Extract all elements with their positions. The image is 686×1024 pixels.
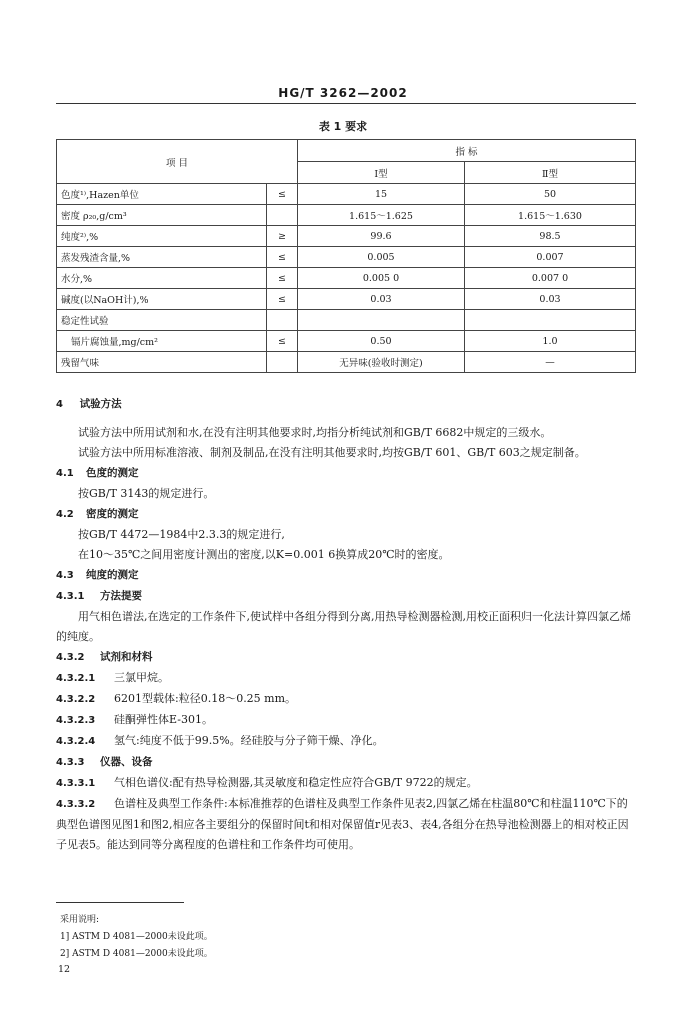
- item-number: 4.3.3.1: [56, 778, 96, 789]
- footnote-label: 采用说明:: [60, 915, 100, 925]
- row-value-type2: 98.5: [465, 226, 636, 247]
- section-heading: [56, 752, 638, 773]
- table-row: [57, 205, 636, 226]
- table-row: [57, 226, 636, 247]
- table-row: [57, 352, 636, 373]
- row-value-type2: 0.007 0: [465, 268, 636, 289]
- row-value-type1: 0.50: [298, 331, 465, 352]
- col-header-index: 指 标: [298, 140, 636, 162]
- list-item: [56, 794, 638, 855]
- paragraph: 试验方法中所用标准溶液、制剂及制品,在没有注明其他要求时,均按GB/T 601、GB/T 603之规定制备。: [78, 446, 586, 459]
- paragraph: 试验方法中所用试剂和水,在没有注明其他要求时,均指分析纯试剂和GB/T 6682中规定的三级水。: [78, 426, 552, 439]
- row-value-type2: —: [465, 352, 636, 373]
- section-title: 色度的测定: [86, 467, 139, 479]
- list-item: [56, 668, 638, 689]
- table-row: [57, 289, 636, 310]
- table-row: [57, 310, 636, 331]
- row-operator: ≤: [267, 247, 298, 268]
- section-heading: [56, 565, 638, 586]
- page-number: 12: [58, 964, 71, 975]
- col-header-type1: Ⅰ型: [298, 162, 465, 184]
- item-text: 色谱柱及典型工作条件:本标准推荐的色谱柱及典型工作条件见表2,四氯乙烯在柱温80℃和柱温110℃下的典型色谱图见图1和图2,相应各主要组分的保留时间t和相对保留值r见表3、表4,各组分在热导池检测器上的相对校正因子见表5。能达到同等分离程度的色谱柱和工作条件均可使用。: [56, 797, 629, 851]
- table-row: [57, 331, 636, 352]
- section-number: 4.2: [56, 509, 74, 520]
- col-header-item: 项 目: [57, 140, 298, 184]
- row-value-type1: 无异味(验收时测定): [298, 352, 465, 373]
- row-value-type1: 99.6: [298, 226, 465, 247]
- paragraph: 在10～35℃之间用密度计测出的密度,以K=0.001 6换算成20℃时的密度。: [78, 548, 450, 561]
- paragraph: 按GB/T 3143的规定进行。: [78, 487, 215, 500]
- row-value-type2: 0.007: [465, 247, 636, 268]
- header-rule: [56, 103, 636, 104]
- requirements-table: [56, 139, 636, 373]
- section-number: 4.3.1: [56, 591, 85, 602]
- section-number: 4.3.3: [56, 757, 85, 768]
- section-title: 密度的测定: [86, 508, 139, 520]
- section-title: 试验方法: [79, 398, 122, 410]
- section-number: 4.3: [56, 570, 74, 581]
- section-number: 4.1: [56, 468, 74, 479]
- row-item: 残留气味: [57, 352, 267, 373]
- row-value-type2: 50: [465, 184, 636, 205]
- section-heading: [56, 463, 638, 484]
- section-heading: [56, 647, 638, 668]
- table-row: [57, 247, 636, 268]
- row-operator: [267, 352, 298, 373]
- section-title: 仪器、设备: [100, 756, 153, 768]
- row-item: 纯度²⁾,%: [57, 226, 267, 247]
- item-number: 4.3.3.2: [56, 799, 96, 810]
- row-value-type2: 1.0: [465, 331, 636, 352]
- row-operator: ≥: [267, 226, 298, 247]
- section-number: 4: [56, 399, 63, 410]
- item-text: 6201型载体:粒径0.18～0.25 mm。: [114, 692, 297, 705]
- row-value-type2: 1.615～1.630: [465, 205, 636, 226]
- row-item: 稳定性试验: [57, 310, 267, 331]
- list-item: [56, 731, 638, 752]
- row-value-type1: 15: [298, 184, 465, 205]
- row-item: 色度¹⁾,Hazen单位: [57, 184, 267, 205]
- row-item: 镉片腐蚀量,mg/cm²: [57, 331, 267, 352]
- row-operator: ≤: [267, 289, 298, 310]
- section-heading: [56, 394, 638, 415]
- row-operator: [267, 205, 298, 226]
- section-title: 试剂和材料: [100, 651, 153, 663]
- row-operator: ≤: [267, 184, 298, 205]
- item-number: 4.3.2.2: [56, 694, 96, 705]
- row-operator: ≤: [267, 268, 298, 289]
- row-item: 密度 ρ₂₀,g/cm³: [57, 205, 267, 226]
- item-number: 4.3.2.3: [56, 715, 96, 726]
- list-item: [56, 710, 638, 731]
- footnote-rule: [56, 902, 184, 903]
- footnote: 2] ASTM D 4081—2000未设此项。: [60, 949, 213, 959]
- item-text: 三氯甲烷。: [114, 671, 169, 684]
- table-row: [57, 184, 636, 205]
- row-operator: [267, 310, 298, 331]
- item-number: 4.3.2.4: [56, 736, 96, 747]
- row-value-type2: 0.03: [465, 289, 636, 310]
- section-heading: [56, 504, 638, 525]
- footnotes: [60, 912, 213, 963]
- row-value-type1: 1.615～1.625: [298, 205, 465, 226]
- row-value-type1: [298, 310, 465, 331]
- paragraph: 按GB/T 4472—1984中2.3.3的规定进行,: [78, 528, 285, 541]
- col-header-type2: Ⅱ型: [465, 162, 636, 184]
- row-value-type1: 0.03: [298, 289, 465, 310]
- list-item: [56, 689, 638, 710]
- document-header: HG/T 3262—2002: [278, 86, 408, 100]
- section-title: 纯度的测定: [86, 569, 139, 581]
- item-text: 氢气:纯度不低于99.5%。经硅胶与分子筛干燥、净化。: [114, 734, 384, 747]
- list-item: [56, 773, 638, 794]
- item-text: 气相色谱仪:配有热导检测器,其灵敏度和稳定性应符合GB/T 9722的规定。: [114, 776, 478, 789]
- row-value-type1: 0.005 0: [298, 268, 465, 289]
- item-number: 4.3.2.1: [56, 673, 96, 684]
- item-text: 硅酮弹性体E-301。: [114, 713, 213, 726]
- table-title: 表 1 要求: [318, 120, 368, 133]
- section-title: 方法提要: [100, 590, 142, 602]
- paragraph: 用气相色谱法,在选定的工作条件下,使试样中各组分得到分离,用热导检测器检测,用校正面积归一化法计算四氯乙烯的纯度。: [56, 610, 631, 643]
- row-value-type1: 0.005: [298, 247, 465, 268]
- section-number: 4.3.2: [56, 652, 85, 663]
- row-item: 水分,%: [57, 268, 267, 289]
- row-operator: ≤: [267, 331, 298, 352]
- row-value-type2: [465, 310, 636, 331]
- row-item: 蒸发残渣含量,%: [57, 247, 267, 268]
- table-row: [57, 268, 636, 289]
- row-item: 碱度(以NaOH计),%: [57, 289, 267, 310]
- section-body: [56, 394, 638, 855]
- footnote: 1] ASTM D 4081—2000未设此项。: [60, 932, 213, 942]
- section-heading: [56, 586, 638, 607]
